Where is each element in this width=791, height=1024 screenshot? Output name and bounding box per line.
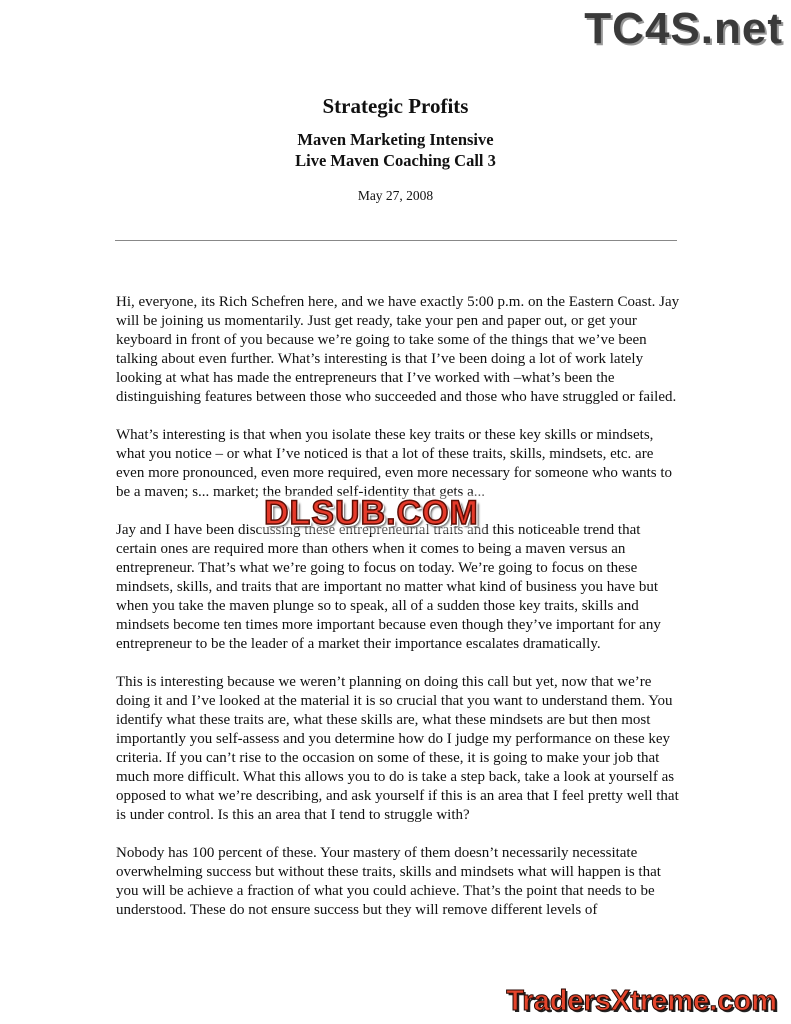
- paragraph-4: This is interesting because we weren’t planning on doing this call but yet, now that we’re doing it and I’ve looked at the material it is so crucial that you want to understand them. You identify what these traits are, what these skills are, what these mindsets are but then most importantly you self-assess and you determine how do I judge my performance on these key criteria. If you can’t rise to the occasion on some of these, it is going to make your job that much more difficult. What this allows you to do is take a step back, take a look at yourself as opposed to what we’re describing, and ask yourself if this is an area that I feel pretty well that is under control. Is this an area that I tend to struggle with?: [116, 674, 679, 823]
- document-header: [0, 92, 791, 205]
- header-divider: [115, 240, 677, 241]
- document-title: Strategic Profits: [322, 94, 469, 118]
- subtitle-line-2: Live Maven Coaching Call 3: [295, 151, 496, 170]
- paragraph-1: Hi, everyone, its Rich Schefren here, and we have exactly 5:00 p.m. on the Eastern Coast. Jay will be joining us momentarily. Just get ready, take your pen and paper out, or get your keyboard in front of you because we’re going to take some of the things that we’ve been talking about even further. What’s interesting is that I’ve been doing a lot of work lately looking at what has made the entrepreneurs that I’ve worked with –what’s been the distinguishing features between those who succeeded and those who have struggled or failed.: [116, 294, 680, 405]
- watermark-middle-logo: DLSUB.COM: [258, 494, 485, 533]
- watermark-bottom-logo: TradersXtreme.com: [506, 985, 777, 1017]
- paragraph-2: What’s interesting is that when you isolate these key traits or these key skills or mindsets, what you notice – or what I’ve noticed is that a lot of these traits, skills, mindsets, etc. are even more pronounced, even more required, even more necessary for someone who wants to be a maven; s... market; the branded self-identity that gets a...: [116, 427, 673, 500]
- paragraph-3: Jay and I have been discussing these entrepreneurial traits and this noticeable trend that certain ones are required more than others when it comes to being a maven versus an entrepreneur. That’s what we’re going to focus on today. We’re going to focus on these mindsets, skills, and traits that are important no matter what kind of business you have but when you take the maven plunge so to speak, all of a sudden those key traits, skills and mindsets become ten times more important because even though they’ve important for any entrepreneur to be the leader of a market their importance escalates dramatically.: [116, 522, 661, 652]
- watermark-top-logo: TC4S.net: [584, 4, 783, 53]
- paragraph-5: Nobody has 100 percent of these. Your mastery of them doesn’t necessarily necessitate overwhelming success but without these traits, skills and mindsets what will happen is that you will be achieve a fraction of what you could achieve. That’s the point that needs to be understood. These do not ensure success but they will remove different levels of: [116, 845, 661, 918]
- subtitle-line-1: Maven Marketing Intensive: [297, 130, 494, 149]
- document-body: [116, 293, 681, 939]
- document-subtitle: [0, 129, 791, 171]
- document-date: May 27, 2008: [357, 188, 434, 203]
